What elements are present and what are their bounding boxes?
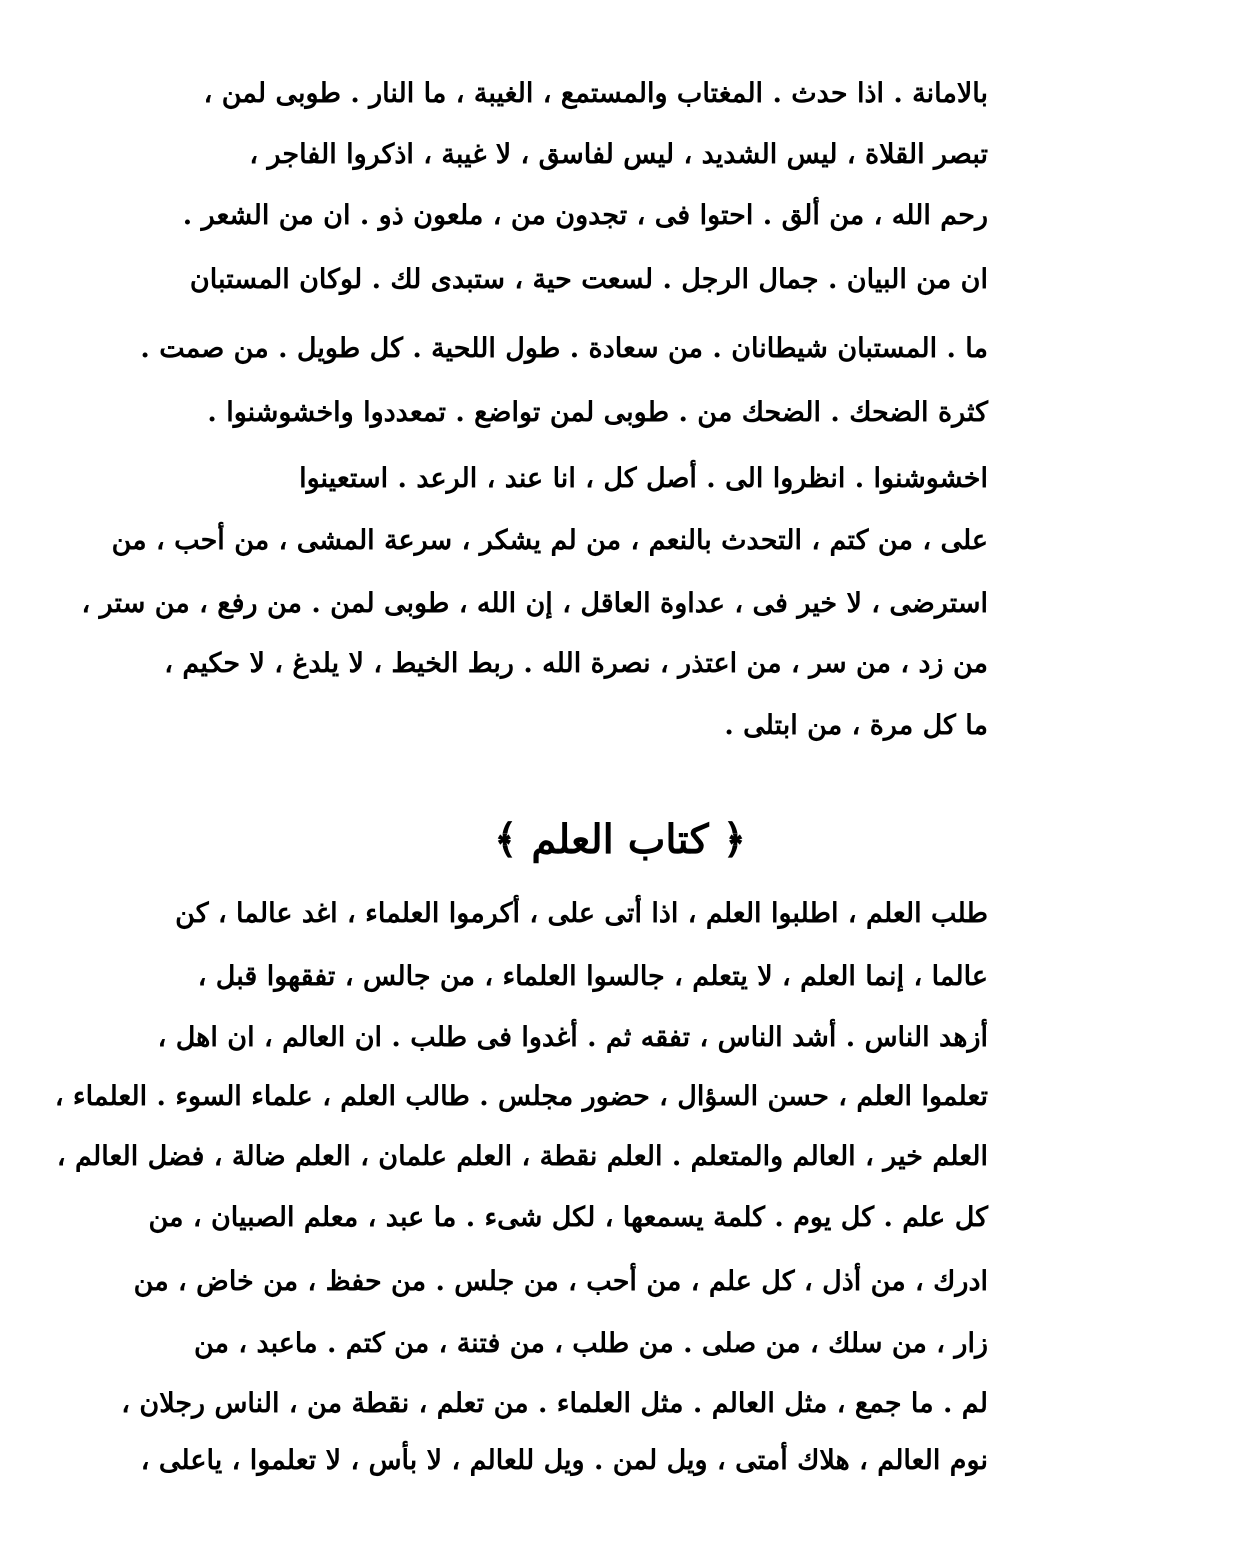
text-line: تبصر القلاة ، ليس الشديد ، ليس لفاسق ، لا غيبة ، اذكروا الفاجر ، — [249, 139, 988, 170]
text-line: من زد ، من سر ، من اعتذر ، نصرة الله . ربط الخيط ، لا يلدغ ، لا حكيم ، — [164, 648, 988, 679]
text-line: ادرك ، من أذل ، كل علم ، من أحب ، من جلس . من حفظ ، من خاض ، من — [133, 1266, 988, 1297]
text-line: اخشوشنوا . انظروا الى . أصل كل ، انا عند ، الرعد . استعينوا — [299, 463, 988, 494]
text-line: ما كل مرة ، من ابتلى . — [724, 710, 988, 741]
text-line: ما . المستبان شيطانان . من سعادة . طول اللحية . كل طويل . من صمت . — [140, 333, 988, 364]
text-line: استرضى ، لا خير فى ، عداوة العاقل ، إن الله ، طوبى لمن . من رفع ، من ستر ، — [81, 588, 988, 619]
text-line: عالما ، إنما العلم ، لا يتعلم ، جالسوا العلماء ، من جالس ، تفقهوا قبل ، — [197, 961, 988, 992]
text-line: طلب العلم ، اطلبوا العلم ، اذا أتى على ، أكرموا العلماء ، اغد عالما ، كن — [175, 898, 988, 929]
text-line: لم . ما جمع ، مثل العالم . مثل العلماء . من تعلم ، نقطة من ، الناس رجلان ، — [121, 1388, 988, 1419]
text-line: تعلموا العلم ، حسن السؤال ، حضور مجلس . طالب العلم ، علماء السوء . العلماء ، — [54, 1081, 988, 1112]
text-line: ان من البيان . جمال الرجل . لسعت حية ، ستبدى لك . لوكان المستبان — [189, 264, 988, 295]
text-line: على ، من كتم ، التحدث بالنعم ، من لم يشكر ، سرعة المشى ، من أحب ، من — [111, 525, 988, 556]
text-line: كل علم . كل يوم . كلمة يسمعها ، لكل شىء . ما عبد ، معلم الصبيان ، من — [148, 1202, 988, 1233]
text-line: زار ، من سلك ، من صلى . من طلب ، من فتنة ، من كتم . ماعبد ، من — [193, 1328, 988, 1359]
text-line: كثرة الضحك . الضحك من . طوبى لمن تواضع . تمعددوا واخشوشنوا . — [207, 397, 988, 428]
text-line: العلم خير ، العالم والمتعلم . العلم نقطة ، العلم علمان ، العلم ضالة ، فضل العالم ، — [56, 1141, 988, 1172]
chapter-heading: ﴿ كتاب العلم ﴾ — [493, 816, 747, 863]
text-line: بالامانة . اذا حدث . المغتاب والمستمع ، الغيبة ، ما النار . طوبى لمن ، — [203, 78, 988, 109]
text-line: أزهد الناس . أشد الناس ، تفقه ثم . أغدوا فى طلب . ان العالم ، ان اهل ، — [157, 1022, 988, 1053]
text-line: رحم الله ، من ألق . احتوا فى ، تجدون من ، ملعون ذو . ان من الشعر . — [182, 200, 988, 231]
text-line: نوم العالم ، هلاك أمتى ، ويل لمن . ويل للعالم ، لا بأس ، لا تعلموا ، ياعلى ، — [140, 1445, 988, 1476]
